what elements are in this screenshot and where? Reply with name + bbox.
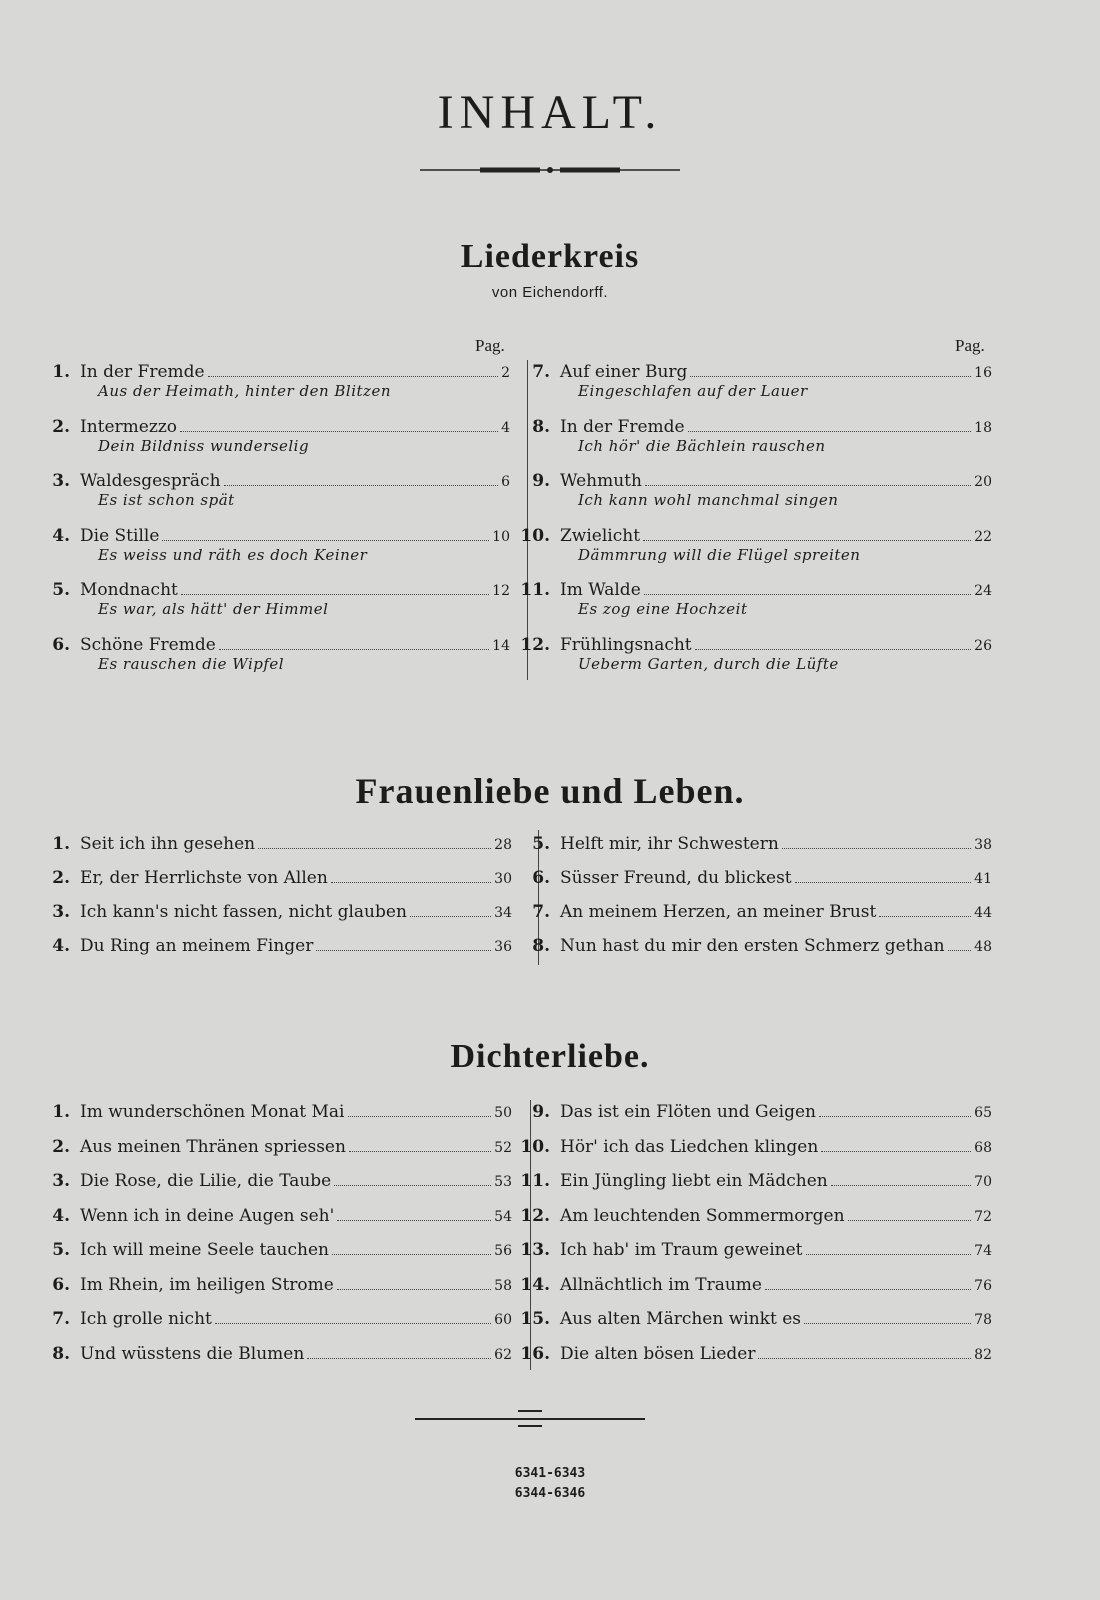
entry-title: Im wunderschönen Monat Mai	[80, 1102, 345, 1122]
entry-number: 2.	[52, 1136, 70, 1157]
toc-entry	[30, 834, 512, 868]
frauenliebe-title: Frauenliebe und Leben.	[355, 771, 745, 811]
entry-title: Die Rose, die Lilie, die Taube	[80, 1171, 332, 1191]
entry-page-number: 41	[974, 871, 992, 887]
toc-row	[30, 362, 510, 382]
toc-row	[30, 1206, 512, 1226]
entry-page-number: 56	[494, 1243, 512, 1259]
entry-page-number: 48	[974, 939, 992, 955]
entry-page-number: 10	[492, 528, 510, 545]
leader-dots	[348, 1104, 492, 1117]
toc-entry	[510, 362, 992, 417]
leader-dots	[162, 528, 489, 541]
toc-entry	[510, 1309, 992, 1344]
entry-page-number: 4	[501, 419, 510, 436]
entry-title: In der Fremde	[80, 362, 205, 382]
entry-number: 3.	[52, 1171, 70, 1191]
toc-row	[510, 868, 992, 888]
entry-title: In der Fremde	[560, 416, 685, 437]
toc-entry	[30, 526, 510, 581]
toc-row	[30, 834, 512, 854]
entry-title: Schöne Fremde	[80, 634, 216, 655]
bottom-rule	[415, 1418, 645, 1420]
entry-first-line: Eingeschlafen auf der Lauer	[578, 382, 808, 400]
entry-number: 1.	[52, 834, 70, 854]
toc-row	[30, 936, 512, 956]
toc-row	[30, 635, 510, 655]
entry-title: Ein Jüngling liebt ein Mädchen	[560, 1171, 828, 1191]
entry-title: Auf einer Burg	[560, 362, 688, 382]
entry-title: Wehmuth	[560, 471, 642, 491]
entry-title: Er, der Herrlichste von Allen	[80, 868, 328, 888]
entry-number: 9.	[532, 471, 550, 491]
liederkreis-title: Liederkreis	[460, 238, 640, 275]
entry-number: 2.	[52, 416, 70, 437]
toc-row	[30, 1137, 512, 1157]
entry-number: 11.	[520, 1171, 550, 1191]
toc-entry	[30, 936, 512, 970]
entry-number: 16.	[520, 1343, 550, 1364]
leader-dots	[644, 582, 971, 595]
liederkreis-subtitle: von Eichendorff.	[491, 284, 609, 301]
entry-page-number: 50	[494, 1105, 512, 1121]
entry-page-number: 52	[494, 1139, 512, 1156]
entry-title: Zwielicht	[560, 525, 641, 546]
leader-dots	[758, 1346, 971, 1359]
entry-page-number: 70	[974, 1174, 992, 1190]
leader-dots	[224, 473, 499, 486]
entry-first-line: Es weiss und räth es doch Keiner	[98, 545, 368, 564]
leader-dots	[690, 364, 971, 377]
entry-number: 1.	[52, 1102, 70, 1122]
entry-number: 5.	[532, 834, 550, 854]
liederkreis-right-column	[510, 362, 992, 689]
entry-title: Die Stille	[80, 525, 160, 546]
entry-title: Ich will meine Seele tauchen	[80, 1240, 329, 1260]
pag-label-left: Pag.	[475, 336, 505, 355]
entry-number: 2.	[52, 868, 70, 888]
leader-dots	[695, 637, 972, 650]
entry-page-number: 28	[494, 837, 512, 853]
toc-row	[30, 580, 510, 600]
entry-number: 9.	[532, 1102, 550, 1122]
entry-page-number: 30	[494, 871, 512, 887]
entry-first-line: Ich hör' die Bächlein rauschen	[578, 436, 826, 455]
leader-dots	[334, 1173, 491, 1186]
entry-number: 8.	[532, 416, 550, 437]
entry-page-number: 14	[492, 637, 510, 654]
entry-title: Ich grolle nicht	[80, 1309, 212, 1329]
entry-first-line: Es war, als hätt' der Himmel	[98, 600, 329, 618]
dichterliebe-right-column	[510, 1102, 992, 1378]
entry-title: Ich hab' im Traum geweinet	[560, 1240, 803, 1260]
toc-row	[510, 362, 992, 382]
toc-entry	[30, 1137, 512, 1172]
toc-row	[30, 868, 512, 888]
toc-row	[510, 1309, 992, 1329]
entry-number: 5.	[52, 1240, 70, 1260]
toc-entry	[30, 902, 512, 936]
toc-entry	[510, 902, 992, 936]
toc-entry	[510, 1102, 992, 1137]
leader-dots	[948, 938, 972, 951]
leader-dots	[219, 637, 489, 650]
entry-number: 12.	[520, 634, 550, 655]
toc-row	[510, 1206, 992, 1226]
toc-entry	[30, 1206, 512, 1241]
leader-dots	[831, 1173, 971, 1186]
toc-row	[510, 1137, 992, 1157]
leader-dots	[337, 1277, 491, 1290]
entry-title: Und wüsstens die Blumen	[80, 1343, 305, 1364]
plate-number: 6341-6343	[514, 1466, 586, 1481]
entry-page-number: 16	[974, 365, 992, 381]
entry-number: 14.	[520, 1274, 550, 1295]
toc-entry	[510, 635, 992, 690]
toc-entry	[510, 1171, 992, 1206]
title-ornament	[420, 164, 680, 176]
entry-title: Das ist ein Flöten und Geigen	[560, 1102, 817, 1122]
entry-page-number: 22	[974, 528, 992, 545]
entry-number: 7.	[52, 1309, 70, 1329]
entry-first-line: Es ist schon spät	[98, 491, 235, 509]
entry-number: 13.	[520, 1240, 550, 1260]
toc-entry	[510, 1206, 992, 1241]
toc-entry	[30, 1275, 512, 1310]
pag-label-right: Pag.	[955, 336, 985, 355]
toc-entry	[30, 1171, 512, 1206]
entry-page-number: 60	[494, 1312, 512, 1328]
entry-page-number: 54	[494, 1208, 512, 1225]
entry-title: Helft mir, ihr Schwestern	[560, 834, 779, 854]
toc-entry	[30, 1240, 512, 1275]
leader-dots	[349, 1139, 491, 1152]
leader-dots	[879, 904, 971, 917]
toc-row	[510, 1344, 992, 1364]
leader-dots	[316, 938, 491, 951]
leader-dots	[215, 1311, 491, 1324]
entry-page-number: 26	[974, 637, 992, 654]
leader-dots	[795, 870, 972, 883]
dichterliebe-title: Dichterliebe.	[450, 1038, 650, 1075]
entry-number: 4.	[52, 525, 70, 546]
toc-entry	[510, 936, 992, 970]
toc-row	[510, 526, 992, 546]
entry-number: 8.	[532, 936, 550, 956]
toc-row	[30, 902, 512, 922]
toc-row	[510, 471, 992, 491]
entry-page-number: 68	[974, 1139, 992, 1156]
entry-page-number: 82	[974, 1346, 992, 1363]
page-title: INHALT.	[437, 86, 663, 139]
toc-row	[30, 417, 510, 437]
toc-row	[510, 635, 992, 655]
entry-number: 5.	[52, 580, 70, 600]
leader-dots	[688, 419, 972, 432]
toc-entry	[510, 580, 992, 635]
leader-dots	[806, 1242, 972, 1255]
leader-dots	[821, 1139, 971, 1152]
toc-entry	[510, 526, 992, 581]
entry-page-number: 62	[494, 1346, 512, 1363]
toc-entry	[510, 834, 992, 868]
entry-page-number: 24	[974, 583, 992, 599]
entry-title: Aus alten Märchen winkt es	[560, 1309, 801, 1329]
leader-dots	[258, 836, 491, 849]
toc-entry	[510, 1275, 992, 1310]
entry-first-line: Aus der Heimath, hinter den Blitzen	[98, 382, 391, 400]
entry-page-number: 36	[494, 939, 512, 955]
leader-dots	[410, 904, 491, 917]
entry-number: 7.	[532, 902, 550, 922]
toc-entry	[30, 1309, 512, 1344]
entry-title: Im Walde	[560, 580, 641, 600]
entry-page-number: 38	[974, 837, 992, 853]
entry-page-number: 78	[974, 1312, 992, 1328]
leader-dots	[819, 1104, 971, 1117]
entry-title: Seit ich ihn gesehen	[80, 834, 256, 854]
toc-entry	[30, 868, 512, 902]
toc-entry	[30, 580, 510, 635]
leader-dots	[645, 473, 971, 486]
entry-title: Hör' ich das Liedchen klingen	[560, 1136, 819, 1157]
entry-page-number: 12	[492, 583, 510, 599]
toc-row	[510, 1102, 992, 1122]
leader-dots	[307, 1346, 491, 1359]
leader-dots	[331, 870, 491, 883]
bottom-rule-mark	[518, 1410, 542, 1412]
entry-number: 10.	[520, 525, 550, 546]
entry-page-number: 58	[494, 1277, 512, 1294]
entry-title: Die alten bösen Lieder	[560, 1343, 756, 1364]
entry-number: 11.	[520, 580, 550, 600]
toc-row	[30, 471, 510, 491]
entry-number: 10.	[520, 1136, 550, 1157]
entry-page-number: 34	[494, 905, 512, 921]
leader-dots	[804, 1311, 971, 1324]
leader-dots	[848, 1208, 972, 1221]
entry-number: 15.	[520, 1309, 550, 1329]
plate-number: 6344-6346	[514, 1486, 586, 1501]
entry-title: Ich kann's nicht fassen, nicht glauben	[80, 902, 407, 922]
entry-title: Aus meinen Thränen spriessen	[80, 1136, 346, 1157]
dichterliebe-left-column	[30, 1102, 512, 1378]
entry-title: Am leuchtenden Sommermorgen	[560, 1205, 845, 1226]
leader-dots	[765, 1277, 971, 1290]
toc-row	[30, 1240, 512, 1260]
entry-page-number: 6	[501, 474, 510, 490]
toc-entry	[30, 1344, 512, 1379]
entry-number: 4.	[52, 936, 70, 956]
entry-page-number: 76	[974, 1277, 992, 1294]
toc-entry	[30, 417, 510, 472]
frauenliebe-right-column	[510, 834, 992, 970]
leader-dots	[782, 836, 971, 849]
entry-number: 6.	[52, 1274, 70, 1295]
leader-dots	[208, 364, 498, 377]
toc-row	[30, 1344, 512, 1364]
entry-title: Intermezzo	[80, 416, 178, 437]
entry-title: Du Ring an meinem Finger	[80, 936, 314, 956]
toc-entry	[30, 1102, 512, 1137]
entry-page-number: 18	[974, 419, 992, 436]
toc-row	[510, 902, 992, 922]
entry-first-line: Ueberm Garten, durch die Lüfte	[578, 654, 839, 673]
toc-row	[30, 1102, 512, 1122]
liederkreis-left-column	[30, 362, 510, 689]
entry-number: 1.	[52, 362, 70, 382]
entry-number: 6.	[52, 634, 70, 655]
entry-title: Nun hast du mir den ersten Schmerz gethan	[560, 936, 945, 956]
leader-dots	[180, 419, 498, 432]
entry-number: 8.	[52, 1343, 70, 1364]
entry-title: Waldesgespräch	[80, 471, 221, 491]
entry-title: Allnächtlich im Traume	[560, 1274, 762, 1295]
toc-row	[30, 526, 510, 546]
entry-page-number: 44	[974, 905, 992, 921]
entry-number: 6.	[532, 868, 550, 888]
leader-dots	[332, 1242, 491, 1255]
entry-title: An meinem Herzen, an meiner Brust	[560, 902, 877, 922]
entry-first-line: Ich kann wohl manchmal singen	[578, 491, 839, 509]
toc-entry	[30, 471, 510, 526]
toc-entry	[510, 1137, 992, 1172]
entry-page-number: 65	[974, 1105, 992, 1121]
entry-first-line: Dein Bildniss wunderselig	[98, 436, 310, 455]
toc-row	[510, 417, 992, 437]
leader-dots	[643, 528, 971, 541]
toc-row	[510, 936, 992, 956]
toc-row	[510, 834, 992, 854]
entry-number: 12.	[520, 1205, 550, 1226]
entry-first-line: Es rauschen die Wipfel	[98, 654, 285, 673]
entry-title: Im Rhein, im heiligen Strome	[80, 1274, 334, 1295]
entry-title: Wenn ich in deine Augen seh'	[80, 1205, 335, 1226]
toc-entry	[510, 868, 992, 902]
toc-row	[510, 1275, 992, 1295]
entry-page-number: 53	[494, 1174, 512, 1190]
entry-page-number: 74	[974, 1243, 992, 1259]
toc-row	[510, 580, 992, 600]
entry-number: 4.	[52, 1205, 70, 1226]
leader-dots	[181, 582, 489, 595]
toc-row	[30, 1275, 512, 1295]
frauenliebe-left-column	[30, 834, 512, 970]
entry-number: 3.	[52, 902, 70, 922]
toc-row	[510, 1171, 992, 1191]
entry-title: Mondnacht	[80, 580, 178, 600]
bottom-rule-mark	[518, 1425, 542, 1427]
entry-page-number: 2	[501, 365, 510, 381]
toc-entry	[510, 471, 992, 526]
entry-first-line: Dämmrung will die Flügel spreiten	[578, 545, 861, 564]
entry-first-line: Es zog eine Hochzeit	[578, 600, 748, 618]
toc-entry	[510, 417, 992, 472]
entry-title: Süsser Freund, du blickest	[560, 868, 792, 888]
entry-page-number: 72	[974, 1208, 992, 1225]
leader-dots	[337, 1208, 491, 1221]
toc-row	[510, 1240, 992, 1260]
toc-row	[30, 1171, 512, 1191]
entry-number: 7.	[532, 362, 550, 382]
entry-title: Frühlingsnacht	[560, 634, 692, 655]
toc-row	[30, 1309, 512, 1329]
toc-entry	[30, 635, 510, 690]
entry-page-number: 20	[974, 474, 992, 490]
toc-entry	[510, 1344, 992, 1379]
toc-entry	[30, 362, 510, 417]
toc-entry	[510, 1240, 992, 1275]
entry-number: 3.	[52, 471, 70, 491]
